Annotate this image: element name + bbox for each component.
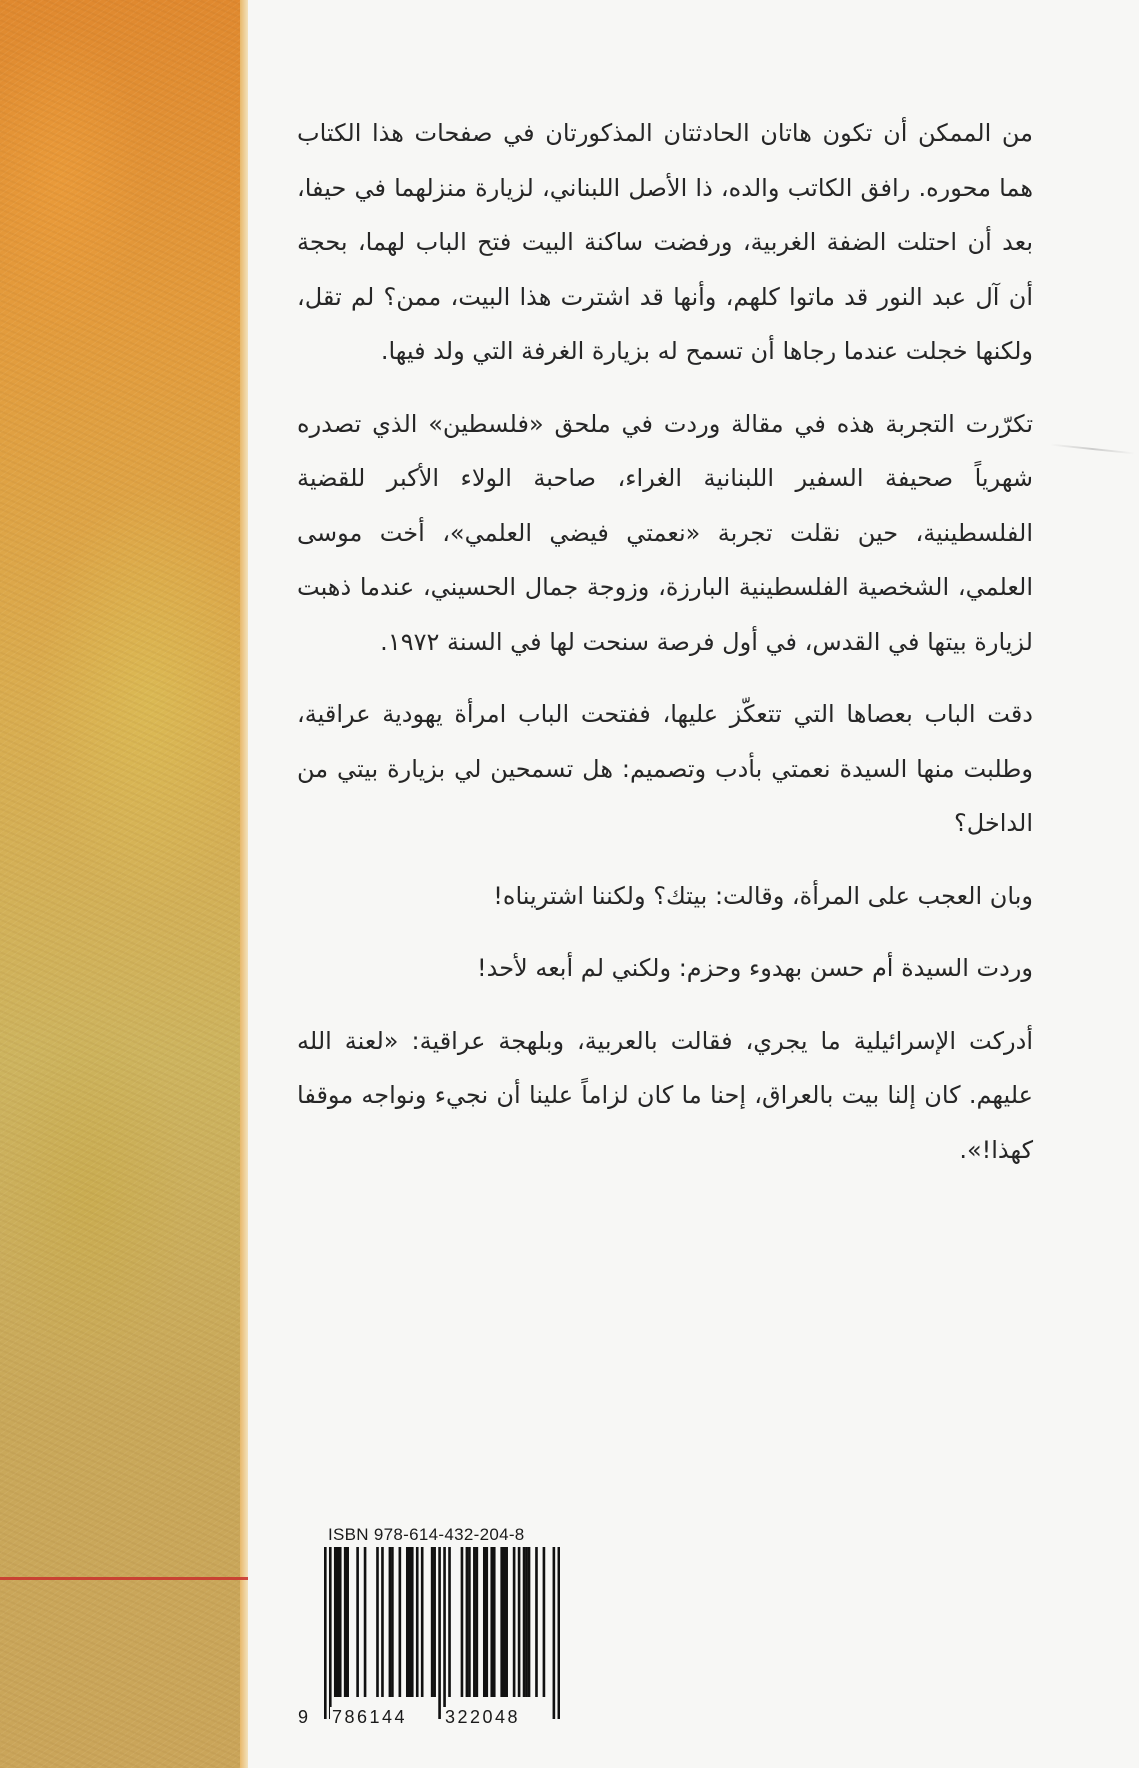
barcode-bar — [466, 1547, 469, 1697]
barcode-bar — [334, 1547, 337, 1697]
blurb-paragraph-6: أدركت الإسرائيلية ما يجري، فقالت بالعربية، وبلهجة عراقية: «لعنة الله عليهم. كان إلنا بيت بالعراق، إحنا ما كان لزاماً علينا أن نجيء ونواجه موقفا كهذا!». — [297, 1026, 1033, 1164]
barcode-bar — [364, 1547, 367, 1697]
barcode-bar — [391, 1547, 394, 1697]
barcode-bar — [493, 1547, 496, 1697]
barcode-bar — [421, 1547, 424, 1697]
barcode-icon — [324, 1547, 560, 1719]
back-cover-blurb — [297, 106, 1033, 1195]
barcode-bar — [505, 1547, 508, 1697]
spine-color-band — [0, 0, 248, 1768]
barcode-bar — [523, 1547, 526, 1697]
barcode-bar — [513, 1547, 516, 1697]
barcode-bar — [339, 1547, 342, 1697]
barcode-bar — [468, 1547, 471, 1697]
barcode-bar — [346, 1547, 349, 1697]
barcode-bar — [399, 1547, 402, 1697]
barcode-bar — [483, 1547, 486, 1697]
barcode-bar — [381, 1547, 384, 1697]
barcode-right-digits: 322048 — [445, 1707, 521, 1727]
barcode-bar — [503, 1547, 506, 1697]
barcode-bar — [558, 1547, 560, 1719]
isbn-label: ISBN 978-614-432-204-8 — [328, 1525, 525, 1544]
blurb-paragraph-4: وبان العجب على المرأة، وقالت: بيتك؟ ولكننا اشتريناه! — [493, 881, 1033, 910]
barcode-bar — [543, 1547, 546, 1697]
blurb-paragraph-5: وردت السيدة أم حسن بهدوء وحزم: ولكني لم أبعه لأحد! — [476, 954, 1033, 982]
barcode-bar — [376, 1547, 379, 1697]
barcode-bar — [461, 1547, 464, 1697]
barcode-bar — [344, 1547, 347, 1697]
barcode-bar — [438, 1547, 441, 1719]
barcode-bar — [406, 1547, 409, 1697]
barcode-bar — [535, 1547, 538, 1697]
spine-accent-line — [0, 1577, 248, 1580]
blurb-paragraph-3: دقت الباب بعصاها التي تتعكّز عليها، ففتحت الباب امرأة يهودية عراقية، وطلبت منها السيدة نعمتي بأدب وتصميم: هل تسمحين لي بزيارة بيتي من الداخل؟ — [297, 700, 1033, 837]
barcode-bar — [473, 1547, 476, 1697]
barcode-bar — [433, 1547, 436, 1697]
barcode-bar — [411, 1547, 414, 1697]
barcode-bar — [448, 1547, 451, 1697]
barcode-first-digit: 9 — [298, 1707, 309, 1727]
barcode-bar — [518, 1547, 521, 1697]
barcode-bar — [329, 1547, 332, 1719]
barcode-bar — [336, 1547, 339, 1697]
barcode-bar — [476, 1547, 479, 1697]
spine-edge — [240, 0, 248, 1768]
barcode-bar — [490, 1547, 493, 1697]
barcode-left-digits: 786144 — [332, 1707, 408, 1727]
paper-crease — [1050, 444, 1135, 455]
barcode-bar — [389, 1547, 392, 1697]
barcode-bar — [324, 1547, 327, 1719]
barcode-bar — [356, 1547, 359, 1697]
barcode-bar — [525, 1547, 528, 1697]
barcode-bar — [408, 1547, 411, 1697]
barcode-bar — [528, 1547, 531, 1697]
barcode-bar — [553, 1547, 556, 1719]
isbn-block — [298, 1525, 568, 1735]
blurb-paragraph-1: من الممكن أن تكون هاتان الحادثتان المذكورتان في صفحات هذا الكتاب هما محوره. رافق الكاتب والده، ذا الأصل اللبناني، لزيارة منزلهما في حيفا، بعد أن احتلت الضفة الغربية، ورفضت ساكنة البيت فتح الباب لهما، بحجة أن آل عبد النور قد ماتوا كلهم، وأنها قد اشترت هذا البيت، ممن؟ لم تقل، ولكنها خجلت عندما رجاها أن تسمح له بزيارة الغرفة التي ولد فيها. — [297, 119, 1033, 365]
blurb-paragraph-2: تكرّرت التجربة هذه في مقالة وردت في ملحق «فلسطين» الذي تصدره شهرياً صحيفة السفير اللبنانية الغراء، صاحبة الولاء الأكبر للقضية الفلسطينية، حين نقلت تجربة «نعمتي فيضي العلمي»، أخت موسى العلمي، الشخصية الفلسطينية البارزة، وزوجة جمال الحسيني، عندما ذهبت لزيارة بيتها في القدس، في أول فرصة سنحت لها في السنة ١٩٧٢. — [297, 409, 1033, 656]
barcode-bar — [500, 1547, 503, 1697]
barcode-bar — [416, 1547, 419, 1697]
barcode-bar — [443, 1547, 446, 1719]
barcode-bar — [431, 1547, 434, 1697]
barcode-bar — [485, 1547, 488, 1697]
